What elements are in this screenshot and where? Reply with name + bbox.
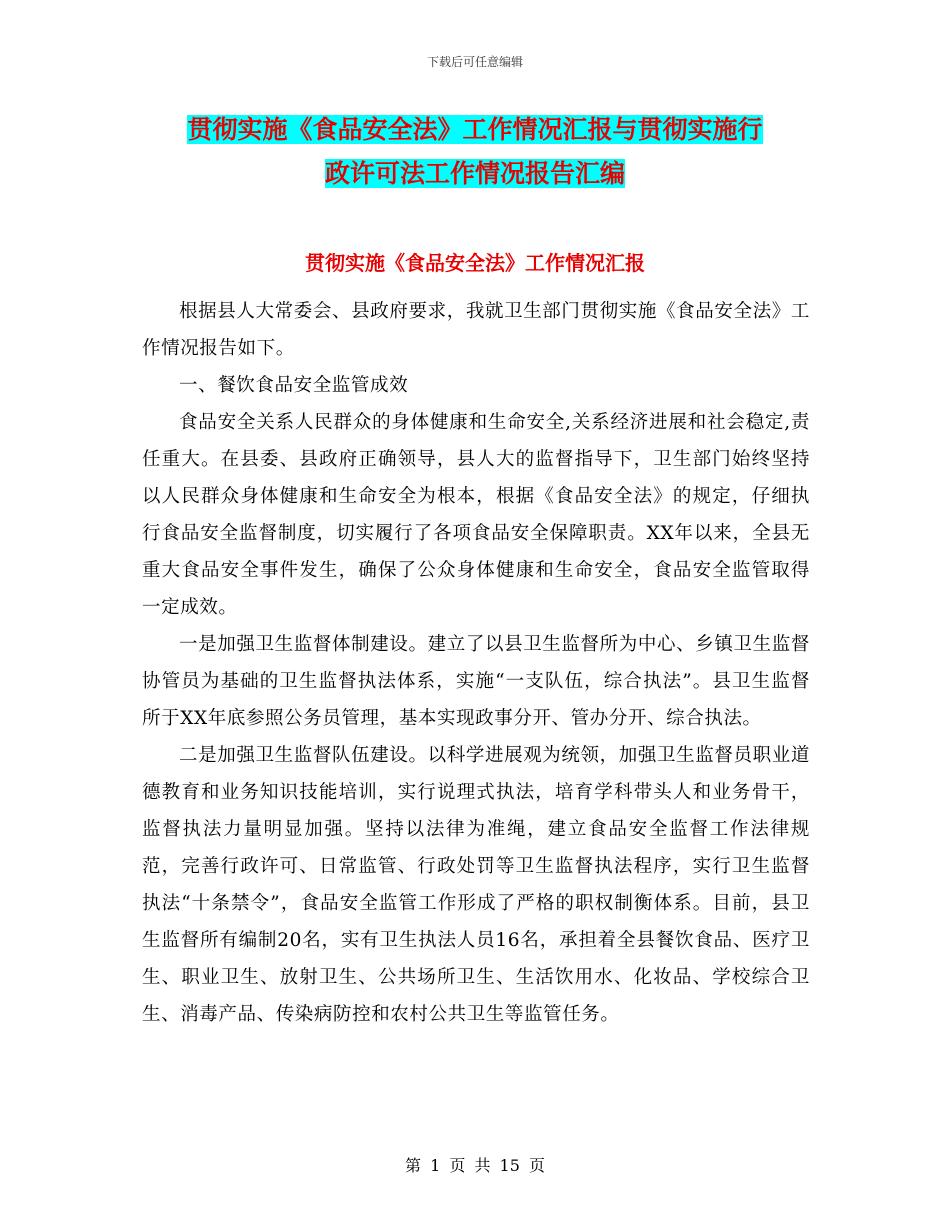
document-title [0, 108, 950, 196]
page-header-note: 下载后可任意编辑 [426, 55, 523, 69]
paragraph-intro: 根据县人大常委会、县政府要求，我就卫生部门贯彻实施《食品安全法》工作情况报告如下。 [142, 301, 810, 359]
paragraph-point-2: 二是加强卫生监督队伍建设。以科学进展观为统领，加强卫生监督员职业道德教育和业务知识技能培训，实行说理式执法，培育学科带头人和业务骨干，监督执法力量明显加强。坚持以法律为准绳，建立食品安全监督工作法律规范，完善行政许可、日常监管、行政处罚等卫生监督执法程序，实行卫生监督执法“十条禁令”，食品安全监管工作形成了严格的职权制衡体系。目前，县卫生监督所有编制20名，实有卫生执法人员16名，承担着全县餐饮食品、医疗卫生、职业卫生、放射卫生、公共场所卫生、生活饮用水、化妆品、学校综合卫生、消毒产品、传染病防控和农村公共卫生等监管任务。 [142, 745, 810, 1025]
page-number-footer: 第 1 页 共 15 页 [405, 1156, 545, 1175]
paragraph-point-1: 一是加强卫生监督体制建设。建立了以县卫生监督所为中心、乡镇卫生监督协管员为基础的卫生监督执法体系，实施“一支队伍，综合执法”。县卫生监督所于XX年底参照公务员管理，基本实现政事分开、管办分开、综合执法。 [142, 634, 810, 729]
paragraph-overview: 食品安全关系人民群众的身体健康和生命安全,关系经济进展和社会稳定,责任重大。在县委、县政府正确领导，县人大的监督指导下，卫生部门始终坚持以人民群众身体健康和生命安全为根本，根据《食品安全法》的规定，仔细执行食品安全监督制度，切实履行了各项食品安全保障职责。XX年以来，全县无重大食品安全事件发生，确保了公众身体健康和生命安全，食品安全监管取得一定成效。 [142, 412, 810, 618]
paragraph-heading-1: 一、餐饮食品安全监管成效 [179, 375, 409, 396]
document-title-line-2: 政许可法工作情况报告汇编 [324, 159, 625, 188]
document-body [142, 293, 810, 1033]
section-title: 贯彻实施《食品安全法》工作情况汇报 [305, 251, 645, 275]
document-title-line-1: 贯彻实施《食品安全法》工作情况汇报与贯彻实施行 [187, 115, 763, 144]
